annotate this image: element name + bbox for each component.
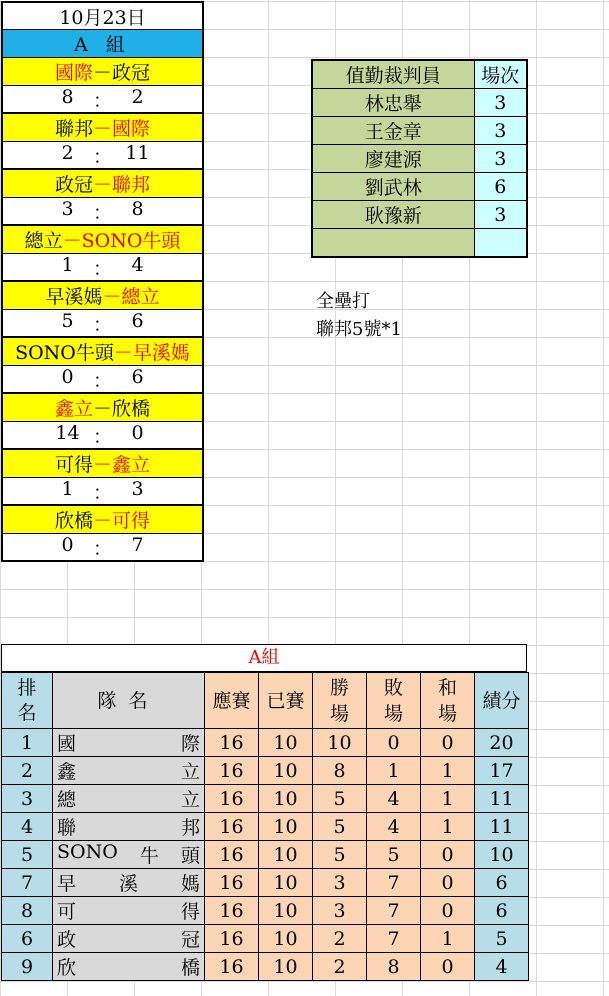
- team-name-char: 媽: [180, 873, 200, 895]
- standing-tie[interactable]: 0: [421, 841, 475, 869]
- team-name-char: 邦: [180, 817, 200, 839]
- schedule-date-text: 10月23日: [59, 6, 146, 29]
- team-name-text: [53, 757, 204, 784]
- header-due[interactable]: 應賽: [205, 673, 259, 729]
- standing-lose[interactable]: 7: [367, 869, 421, 897]
- standing-rank[interactable]: 9: [2, 953, 53, 981]
- standings-row: [2, 869, 529, 897]
- standing-win[interactable]: 10: [313, 729, 367, 757]
- away-score: 0: [131, 422, 144, 444]
- standing-win[interactable]: 5: [313, 785, 367, 813]
- referee-row: [312, 229, 527, 257]
- standing-tie[interactable]: 0: [421, 869, 475, 897]
- match-home-team: 可得: [54, 454, 93, 476]
- standing-win[interactable]: 5: [313, 813, 367, 841]
- standings-table: [1, 672, 529, 981]
- standings-row: [2, 953, 529, 981]
- standing-win[interactable]: 5: [313, 841, 367, 869]
- standing-points[interactable]: 11: [475, 785, 529, 813]
- score-colon: ：: [92, 89, 112, 112]
- standing-team[interactable]: [53, 897, 205, 925]
- standing-rank[interactable]: 4: [2, 813, 53, 841]
- team-name-char: SONO: [57, 841, 118, 863]
- standing-tie[interactable]: 1: [421, 925, 475, 953]
- standing-due[interactable]: 16: [205, 813, 259, 841]
- match-score[interactable]: [1, 142, 204, 170]
- header-played[interactable]: 已賽: [259, 673, 313, 729]
- referee-count[interactable]: 3: [474, 89, 527, 117]
- referee-name[interactable]: 林忠舉: [312, 89, 474, 117]
- referee-name[interactable]: 王金章: [312, 117, 474, 145]
- standing-team[interactable]: [53, 729, 205, 757]
- match-score[interactable]: [1, 198, 204, 226]
- referee-count[interactable]: 3: [474, 201, 527, 229]
- match-teams[interactable]: [1, 170, 204, 198]
- match-score[interactable]: [1, 310, 204, 338]
- standing-lose[interactable]: 7: [367, 925, 421, 953]
- standing-rank[interactable]: 6: [2, 925, 53, 953]
- match-home-team: 早溪媽: [45, 286, 103, 308]
- match-score[interactable]: [1, 86, 204, 114]
- standing-win[interactable]: 8: [313, 757, 367, 785]
- referee-count-header[interactable]: 場次: [474, 60, 527, 89]
- referee-name[interactable]: 廖建源: [312, 145, 474, 173]
- standing-lose[interactable]: 8: [367, 953, 421, 981]
- team-name-char: 政: [57, 929, 77, 951]
- match-teams[interactable]: [1, 58, 204, 86]
- standing-points[interactable]: 6: [475, 869, 529, 897]
- team-name-char: 總: [57, 789, 77, 811]
- team-name-text: [53, 869, 204, 896]
- match-dash: －: [92, 398, 112, 420]
- match-teams[interactable]: [1, 450, 204, 478]
- team-name-text: [53, 925, 204, 952]
- standing-points[interactable]: 4: [475, 953, 529, 981]
- standing-tie[interactable]: 1: [421, 813, 475, 841]
- standing-team[interactable]: [53, 953, 205, 981]
- home-score: 1: [61, 254, 74, 276]
- team-name-char: 冠: [180, 929, 200, 951]
- standing-due[interactable]: 16: [205, 953, 259, 981]
- match-away-team: 國際: [112, 118, 151, 140]
- match-home-team: 聯邦: [54, 118, 93, 140]
- standings-row: [2, 897, 529, 925]
- standing-lose[interactable]: 0: [367, 729, 421, 757]
- standing-played[interactable]: 10: [259, 813, 313, 841]
- away-score: 8: [131, 198, 144, 220]
- match-dash: －: [92, 62, 112, 84]
- standing-team[interactable]: [53, 925, 205, 953]
- match-away-team: 可得: [112, 510, 151, 532]
- team-name-char: 立: [180, 761, 200, 783]
- team-name-char: 國: [57, 733, 77, 755]
- home-score: 1: [61, 478, 74, 500]
- referee-header-row: [312, 60, 527, 89]
- standings-title[interactable]: A組: [1, 644, 527, 672]
- team-name-char: 牛: [139, 845, 159, 867]
- schedule-group-text: A 組: [74, 34, 131, 56]
- standing-rank[interactable]: 1: [2, 729, 53, 757]
- match-score[interactable]: [1, 478, 204, 506]
- home-score: 0: [61, 366, 74, 388]
- standing-points[interactable]: 20: [475, 729, 529, 757]
- away-score: 4: [131, 254, 144, 276]
- standing-due[interactable]: 16: [205, 729, 259, 757]
- home-score: 5: [61, 310, 74, 332]
- team-name-text: [53, 953, 204, 980]
- team-name-char: 溪: [118, 873, 138, 895]
- standing-rank[interactable]: 3: [2, 785, 53, 813]
- standing-tie[interactable]: 0: [421, 729, 475, 757]
- match-away-team: 欣橋: [112, 398, 151, 420]
- match-teams[interactable]: [1, 506, 204, 534]
- match-home-team: SONO牛頭: [15, 342, 114, 364]
- team-name-text: [53, 897, 204, 924]
- match-home-team: 欣橋: [54, 510, 93, 532]
- score-colon: ：: [92, 537, 112, 560]
- standing-played[interactable]: 10: [259, 841, 313, 869]
- score-colon: ：: [92, 481, 112, 504]
- standing-team[interactable]: [53, 841, 205, 869]
- home-score: 0: [61, 534, 74, 556]
- team-name-text: [53, 785, 204, 812]
- standing-played[interactable]: 10: [259, 785, 313, 813]
- match-teams[interactable]: [1, 338, 204, 366]
- match-teams[interactable]: [1, 114, 204, 142]
- match-score[interactable]: [1, 422, 204, 450]
- standing-lose[interactable]: 5: [367, 841, 421, 869]
- standing-due[interactable]: 16: [205, 841, 259, 869]
- standings-row: [2, 729, 529, 757]
- match-score[interactable]: [1, 366, 204, 394]
- match-away-team: 總立: [121, 286, 160, 308]
- score-colon: ：: [92, 257, 112, 280]
- standing-due[interactable]: 16: [205, 897, 259, 925]
- standing-lose[interactable]: 4: [367, 813, 421, 841]
- match-away-team: SONO牛頭: [81, 230, 181, 252]
- standing-points[interactable]: 5: [475, 925, 529, 953]
- standing-played[interactable]: 10: [259, 925, 313, 953]
- match-score[interactable]: [1, 254, 204, 282]
- match-away-team: 聯邦: [112, 174, 151, 196]
- referee-row: [312, 145, 527, 173]
- schedule-group[interactable]: [1, 30, 204, 58]
- standing-tie[interactable]: 0: [421, 897, 475, 925]
- score-colon: ：: [92, 425, 112, 448]
- standings-row: [2, 785, 529, 813]
- standing-played[interactable]: 10: [259, 869, 313, 897]
- team-name-text: [53, 729, 204, 756]
- header-win[interactable]: 勝場: [313, 673, 367, 729]
- standing-rank[interactable]: 5: [2, 841, 53, 869]
- match-away-team: 早溪媽: [132, 342, 190, 364]
- standing-points[interactable]: 11: [475, 813, 529, 841]
- referee-table: [311, 59, 528, 258]
- away-score: 11: [125, 142, 150, 164]
- header-rank[interactable]: 排名: [2, 673, 53, 729]
- match-dash: －: [92, 174, 112, 196]
- team-name-char: 得: [180, 901, 200, 923]
- match-dash: －: [113, 342, 133, 364]
- away-score: 6: [131, 366, 144, 388]
- standing-due[interactable]: 16: [205, 869, 259, 897]
- match-dash: －: [92, 118, 112, 140]
- standing-points[interactable]: 6: [475, 897, 529, 925]
- standing-rank[interactable]: 8: [2, 897, 53, 925]
- match-dash: －: [102, 286, 122, 308]
- team-name-text: [53, 813, 204, 840]
- standings-row: [2, 841, 529, 869]
- match-away-team: 鑫立: [112, 454, 151, 476]
- match-score[interactable]: [1, 534, 204, 562]
- header-lose[interactable]: 敗場: [367, 673, 421, 729]
- standing-lose[interactable]: 4: [367, 785, 421, 813]
- team-name-char: 鑫: [57, 761, 77, 783]
- standing-rank[interactable]: 2: [2, 757, 53, 785]
- standing-team[interactable]: [53, 785, 205, 813]
- match-home-team: 政冠: [54, 174, 93, 196]
- referee-row: [312, 89, 527, 117]
- standings-row: [2, 757, 529, 785]
- referee-name[interactable]: 劉武林: [312, 173, 474, 201]
- standing-win[interactable]: 2: [313, 925, 367, 953]
- standing-points[interactable]: 17: [475, 757, 529, 785]
- score-colon: ：: [92, 313, 112, 336]
- match-dash: －: [62, 230, 82, 252]
- match-dash: －: [92, 454, 112, 476]
- team-name-char: 早: [57, 873, 77, 895]
- standing-lose[interactable]: 1: [367, 757, 421, 785]
- referee-count[interactable]: [474, 229, 527, 257]
- match-teams[interactable]: [1, 282, 204, 310]
- match-home-team: 國際: [54, 62, 93, 84]
- home-score: 3: [61, 198, 74, 220]
- standing-rank[interactable]: 7: [2, 869, 53, 897]
- match-teams[interactable]: [1, 226, 204, 254]
- match-home-team: 鑫立: [54, 398, 93, 420]
- match-away-team: 政冠: [112, 62, 151, 84]
- note-home-run-title[interactable]: 全壘打: [316, 291, 370, 312]
- away-score: 7: [131, 534, 144, 556]
- team-name-text: [53, 841, 204, 868]
- standing-tie[interactable]: 1: [421, 757, 475, 785]
- header-team[interactable]: 隊名: [53, 673, 205, 729]
- header-tie[interactable]: 和場: [421, 673, 475, 729]
- standings-header-row: [2, 673, 529, 729]
- home-score: 14: [55, 422, 80, 444]
- match-dash: －: [92, 510, 112, 532]
- score-colon: ：: [92, 369, 112, 392]
- team-name-char: 立: [180, 789, 200, 811]
- standing-due[interactable]: 16: [205, 757, 259, 785]
- standing-lose[interactable]: 7: [367, 897, 421, 925]
- standings-row: [2, 813, 529, 841]
- header-points[interactable]: 績分: [475, 673, 529, 729]
- standing-played[interactable]: 10: [259, 897, 313, 925]
- team-name-char: 際: [180, 733, 200, 755]
- referee-name[interactable]: [312, 229, 474, 257]
- team-name-char: 聯: [57, 817, 77, 839]
- team-name-char: 可: [57, 901, 77, 923]
- team-name-char: 橋: [180, 957, 200, 979]
- team-name-char: 欣: [57, 957, 77, 979]
- match-teams[interactable]: [1, 394, 204, 422]
- referee-name-header[interactable]: 值勤裁判員: [312, 60, 474, 89]
- standing-played[interactable]: 10: [259, 757, 313, 785]
- away-score: 3: [131, 478, 144, 500]
- team-name-char: 頭: [180, 845, 200, 867]
- away-score: 2: [131, 86, 144, 108]
- standing-points[interactable]: 10: [475, 841, 529, 869]
- standing-tie[interactable]: 0: [421, 953, 475, 981]
- home-score: 8: [61, 86, 74, 108]
- standing-played[interactable]: 10: [259, 729, 313, 757]
- referee-count[interactable]: 3: [474, 117, 527, 145]
- standings-row: [2, 925, 529, 953]
- standing-played[interactable]: 10: [259, 953, 313, 981]
- standing-due[interactable]: 16: [205, 925, 259, 953]
- score-colon: ：: [92, 145, 112, 168]
- standing-win[interactable]: 3: [313, 869, 367, 897]
- standing-team[interactable]: [53, 813, 205, 841]
- referee-name[interactable]: 耿豫新: [312, 201, 474, 229]
- referee-count[interactable]: 6: [474, 173, 527, 201]
- note-home-run-detail[interactable]: 聯邦5號*1: [316, 319, 402, 340]
- standing-due[interactable]: 16: [205, 785, 259, 813]
- score-colon: ：: [92, 201, 112, 224]
- referee-row: [312, 173, 527, 201]
- referee-row: [312, 117, 527, 145]
- schedule-date[interactable]: [1, 1, 204, 30]
- standing-tie[interactable]: 1: [421, 785, 475, 813]
- standing-team[interactable]: [53, 869, 205, 897]
- standing-win[interactable]: 3: [313, 897, 367, 925]
- standing-win[interactable]: 2: [313, 953, 367, 981]
- away-score: 6: [131, 310, 144, 332]
- standing-team[interactable]: [53, 757, 205, 785]
- referee-row: [312, 201, 527, 229]
- home-score: 2: [61, 142, 74, 164]
- match-home-team: 總立: [24, 230, 63, 252]
- referee-count[interactable]: 3: [474, 145, 527, 173]
